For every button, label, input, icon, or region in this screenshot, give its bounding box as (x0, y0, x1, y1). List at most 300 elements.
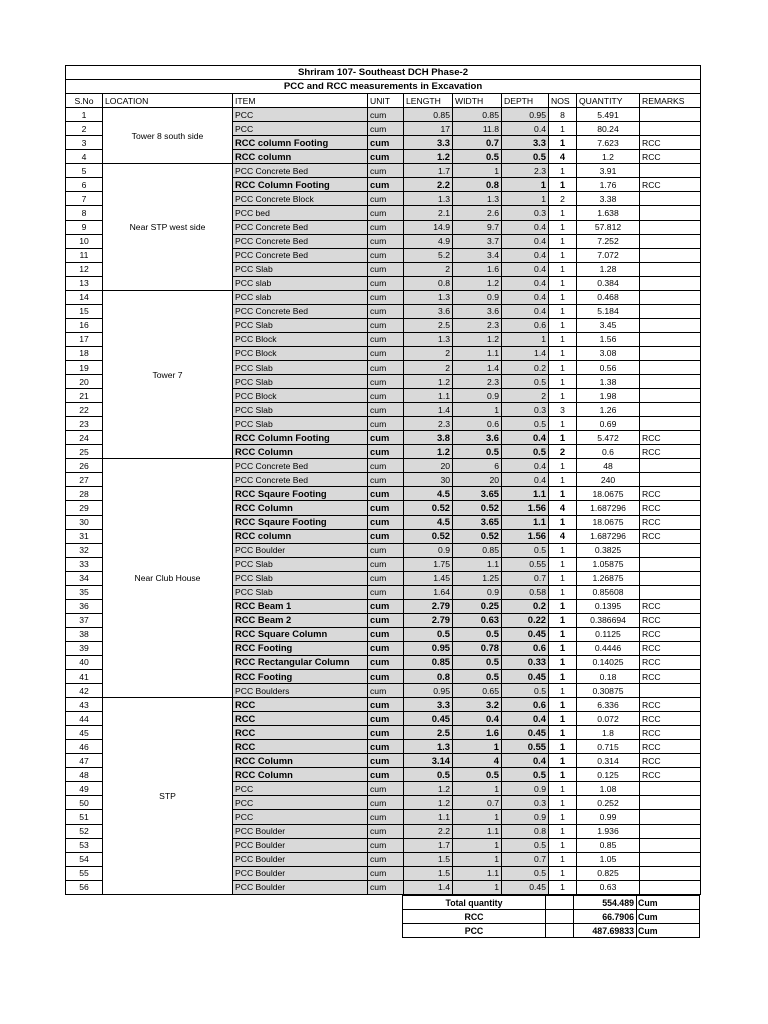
item-cell: PCC Slab (233, 360, 368, 374)
item-cell: PCC Concrete Bed (233, 164, 368, 178)
remarks-cell: RCC (640, 136, 701, 150)
remarks-cell (640, 838, 701, 852)
sno-cell: 25 (66, 445, 103, 459)
remarks-cell: RCC (640, 599, 701, 613)
remarks-cell (640, 220, 701, 234)
unit-cell: cum (368, 824, 404, 838)
nos-cell: 1 (549, 810, 577, 824)
length-cell: 1.5 (404, 852, 453, 866)
item-cell: RCC Footing (233, 641, 368, 655)
sno-cell: 54 (66, 852, 103, 866)
length-cell: 2.3 (404, 417, 453, 431)
remarks-cell (640, 290, 701, 304)
width-cell: 1.1 (453, 866, 502, 880)
item-cell: RCC Column (233, 445, 368, 459)
depth-cell: 0.4 (502, 234, 549, 248)
length-cell: 0.8 (404, 276, 453, 290)
item-cell: PCC (233, 122, 368, 136)
width-cell: 0.7 (453, 136, 502, 150)
quantity-cell: 1.98 (577, 389, 640, 403)
depth-cell: 0.6 (502, 318, 549, 332)
item-cell: RCC column (233, 529, 368, 543)
sno-cell: 39 (66, 641, 103, 655)
nos-cell: 1 (549, 726, 577, 740)
length-cell: 1.7 (404, 164, 453, 178)
sno-cell: 47 (66, 754, 103, 768)
remarks-cell (640, 276, 701, 290)
sno-cell: 10 (66, 234, 103, 248)
unit-cell: cum (368, 726, 404, 740)
unit-cell: cum (368, 627, 404, 641)
unit-cell: cum (368, 375, 404, 389)
unit-cell: cum (368, 543, 404, 557)
sno-cell: 27 (66, 473, 103, 487)
location-cell: Tower 7 (103, 290, 233, 459)
remarks-cell: RCC (640, 754, 701, 768)
depth-cell: 0.5 (502, 838, 549, 852)
unit-cell: cum (368, 262, 404, 276)
depth-cell: 0.6 (502, 698, 549, 712)
remarks-cell (640, 389, 701, 403)
item-cell: PCC Concrete Block (233, 192, 368, 206)
item-cell: RCC Beam 1 (233, 599, 368, 613)
width-cell: 2.3 (453, 375, 502, 389)
item-cell: PCC Slab (233, 318, 368, 332)
depth-cell: 0.4 (502, 220, 549, 234)
length-cell: 2 (404, 360, 453, 374)
length-cell: 20 (404, 459, 453, 473)
depth-cell: 2 (502, 389, 549, 403)
sno-cell: 31 (66, 529, 103, 543)
nos-cell: 4 (549, 501, 577, 515)
remarks-cell: RCC (640, 712, 701, 726)
length-cell: 2.2 (404, 178, 453, 192)
quantity-cell: 0.56 (577, 360, 640, 374)
item-cell: PCC Concrete Bed (233, 304, 368, 318)
item-cell: PCC Slab (233, 571, 368, 585)
depth-cell: 0.4 (502, 262, 549, 276)
nos-cell: 1 (549, 473, 577, 487)
unit-cell: cum (368, 796, 404, 810)
sno-cell: 36 (66, 599, 103, 613)
sno-cell: 35 (66, 585, 103, 599)
unit-cell: cum (368, 641, 404, 655)
depth-cell: 3.3 (502, 136, 549, 150)
item-cell: PCC Block (233, 332, 368, 346)
length-cell: 2.5 (404, 726, 453, 740)
unit-cell: cum (368, 585, 404, 599)
unit-cell: cum (368, 220, 404, 234)
depth-cell: 0.7 (502, 571, 549, 585)
unit-cell: cum (368, 782, 404, 796)
nos-cell: 2 (549, 192, 577, 206)
sno-cell: 43 (66, 698, 103, 712)
remarks-cell: RCC (640, 515, 701, 529)
sno-cell: 32 (66, 543, 103, 557)
nos-cell: 1 (549, 459, 577, 473)
sno-cell: 12 (66, 262, 103, 276)
sno-cell: 50 (66, 796, 103, 810)
remarks-cell (640, 866, 701, 880)
width-cell: 0.4 (453, 712, 502, 726)
quantity-cell: 1.936 (577, 824, 640, 838)
quantity-cell: 5.491 (577, 108, 640, 122)
depth-cell: 1.1 (502, 515, 549, 529)
nos-cell: 4 (549, 529, 577, 543)
width-cell: 1.2 (453, 332, 502, 346)
nos-cell: 1 (549, 375, 577, 389)
sno-cell: 55 (66, 866, 103, 880)
nos-cell: 1 (549, 346, 577, 360)
total-label: Total quantity (403, 896, 546, 910)
depth-cell: 0.4 (502, 276, 549, 290)
item-cell: PCC Slab (233, 417, 368, 431)
quantity-cell: 0.386694 (577, 613, 640, 627)
remarks-cell (640, 360, 701, 374)
sno-cell: 30 (66, 515, 103, 529)
quantity-cell: 3.08 (577, 346, 640, 360)
width-cell: 0.5 (453, 627, 502, 641)
depth-cell: 1.1 (502, 487, 549, 501)
width-cell: 0.52 (453, 529, 502, 543)
width-cell: 1 (453, 838, 502, 852)
width-cell: 1.4 (453, 360, 502, 374)
item-cell: PCC (233, 782, 368, 796)
sno-cell: 5 (66, 164, 103, 178)
depth-cell: 0.4 (502, 712, 549, 726)
length-cell: 1.2 (404, 375, 453, 389)
location-cell: Near STP west side (103, 164, 233, 290)
total-label: RCC (403, 910, 546, 924)
unit-cell: cum (368, 571, 404, 585)
sno-cell: 40 (66, 655, 103, 669)
depth-cell: 0.95 (502, 108, 549, 122)
length-cell: 17 (404, 122, 453, 136)
quantity-cell: 0.468 (577, 290, 640, 304)
depth-cell: 0.22 (502, 613, 549, 627)
width-cell: 0.85 (453, 108, 502, 122)
remarks-cell (640, 192, 701, 206)
item-cell: PCC Concrete Bed (233, 459, 368, 473)
width-cell: 2.6 (453, 206, 502, 220)
sno-cell: 20 (66, 375, 103, 389)
nos-cell: 1 (549, 360, 577, 374)
nos-cell: 1 (549, 206, 577, 220)
nos-cell: 1 (549, 880, 577, 894)
unit-cell: cum (368, 740, 404, 754)
length-cell: 1.5 (404, 866, 453, 880)
depth-cell: 0.3 (502, 206, 549, 220)
nos-cell: 1 (549, 431, 577, 445)
width-cell: 4 (453, 754, 502, 768)
length-cell: 2.5 (404, 318, 453, 332)
depth-cell: 2.3 (502, 164, 549, 178)
quantity-cell: 18.0675 (577, 515, 640, 529)
item-cell: RCC (233, 740, 368, 754)
quantity-cell: 3.45 (577, 318, 640, 332)
length-cell: 1.2 (404, 150, 453, 164)
unit-cell: cum (368, 360, 404, 374)
total-row (403, 896, 700, 910)
nos-cell: 1 (549, 599, 577, 613)
nos-cell: 1 (549, 164, 577, 178)
length-cell: 1.64 (404, 585, 453, 599)
width-cell: 0.65 (453, 684, 502, 698)
header-item: ITEM (233, 94, 368, 108)
width-cell: 1 (453, 740, 502, 754)
quantity-cell: 0.314 (577, 754, 640, 768)
item-cell: PCC Boulder (233, 852, 368, 866)
nos-cell: 1 (549, 740, 577, 754)
header-sno: S.No (66, 94, 103, 108)
depth-cell: 0.58 (502, 585, 549, 599)
remarks-cell: RCC (640, 613, 701, 627)
width-cell: 1 (453, 810, 502, 824)
nos-cell: 1 (549, 417, 577, 431)
nos-cell: 1 (549, 304, 577, 318)
sno-cell: 7 (66, 192, 103, 206)
nos-cell: 1 (549, 571, 577, 585)
length-cell: 1.1 (404, 389, 453, 403)
depth-cell: 0.4 (502, 304, 549, 318)
quantity-cell: 1.8 (577, 726, 640, 740)
sno-cell: 15 (66, 304, 103, 318)
nos-cell: 1 (549, 234, 577, 248)
depth-cell: 0.9 (502, 782, 549, 796)
depth-cell: 0.45 (502, 726, 549, 740)
total-spacer (546, 924, 574, 938)
item-cell: PCC Concrete Bed (233, 220, 368, 234)
quantity-cell: 1.08 (577, 782, 640, 796)
sno-cell: 44 (66, 712, 103, 726)
quantity-cell: 1.26 (577, 403, 640, 417)
unit-cell: cum (368, 684, 404, 698)
quantity-cell: 0.825 (577, 866, 640, 880)
depth-cell: 0.4 (502, 473, 549, 487)
width-cell: 3.65 (453, 515, 502, 529)
item-cell: PCC Boulder (233, 543, 368, 557)
depth-cell: 0.4 (502, 754, 549, 768)
header-row (66, 94, 701, 108)
length-cell: 0.8 (404, 670, 453, 684)
width-cell: 1.3 (453, 192, 502, 206)
depth-cell: 0.45 (502, 627, 549, 641)
unit-cell: cum (368, 304, 404, 318)
depth-cell: 0.5 (502, 150, 549, 164)
total-value: 487.69833 (574, 924, 637, 938)
width-cell: 0.5 (453, 445, 502, 459)
quantity-cell: 0.252 (577, 796, 640, 810)
length-cell: 4.9 (404, 234, 453, 248)
length-cell: 1.7 (404, 838, 453, 852)
length-cell: 0.85 (404, 655, 453, 669)
location-cell: Near Club House (103, 459, 233, 698)
width-cell: 3.6 (453, 431, 502, 445)
quantity-cell: 0.14025 (577, 655, 640, 669)
width-cell: 0.9 (453, 585, 502, 599)
nos-cell: 1 (549, 655, 577, 669)
length-cell: 1.75 (404, 557, 453, 571)
depth-cell: 0.55 (502, 740, 549, 754)
item-cell: RCC Sqaure Footing (233, 487, 368, 501)
width-cell: 0.7 (453, 796, 502, 810)
quantity-cell: 1.56 (577, 332, 640, 346)
unit-cell: cum (368, 459, 404, 473)
length-cell: 0.95 (404, 684, 453, 698)
item-cell: RCC Column Footing (233, 178, 368, 192)
length-cell: 14.9 (404, 220, 453, 234)
header-nos: NOS (549, 94, 577, 108)
item-cell: RCC column (233, 150, 368, 164)
nos-cell: 1 (549, 543, 577, 557)
unit-cell: cum (368, 838, 404, 852)
length-cell: 1.1 (404, 810, 453, 824)
remarks-cell: RCC (640, 445, 701, 459)
length-cell: 3.6 (404, 304, 453, 318)
quantity-cell: 5.184 (577, 304, 640, 318)
remarks-cell: RCC (640, 178, 701, 192)
item-cell: PCC slab (233, 276, 368, 290)
quantity-cell: 3.91 (577, 164, 640, 178)
remarks-cell: RCC (640, 529, 701, 543)
item-cell: PCC Boulders (233, 684, 368, 698)
remarks-cell (640, 304, 701, 318)
item-cell: PCC slab (233, 290, 368, 304)
nos-cell: 1 (549, 768, 577, 782)
table-row (66, 459, 701, 473)
unit-cell: cum (368, 332, 404, 346)
sno-cell: 48 (66, 768, 103, 782)
nos-cell: 8 (549, 108, 577, 122)
unit-cell: cum (368, 529, 404, 543)
unit-cell: cum (368, 501, 404, 515)
unit-cell: cum (368, 290, 404, 304)
depth-cell: 0.45 (502, 880, 549, 894)
depth-cell: 1.56 (502, 529, 549, 543)
length-cell: 0.52 (404, 529, 453, 543)
nos-cell: 1 (549, 248, 577, 262)
total-label: PCC (403, 924, 546, 938)
sno-cell: 56 (66, 880, 103, 894)
item-cell: RCC Column (233, 501, 368, 515)
table-row (66, 108, 701, 122)
width-cell: 0.9 (453, 389, 502, 403)
remarks-cell (640, 206, 701, 220)
depth-cell: 0.5 (502, 768, 549, 782)
quantity-cell: 0.69 (577, 417, 640, 431)
nos-cell: 1 (549, 515, 577, 529)
remarks-cell (640, 248, 701, 262)
sno-cell: 51 (66, 810, 103, 824)
quantity-cell: 0.125 (577, 768, 640, 782)
nos-cell: 4 (549, 150, 577, 164)
item-cell: RCC Column Footing (233, 431, 368, 445)
remarks-cell (640, 782, 701, 796)
nos-cell: 1 (549, 838, 577, 852)
nos-cell: 1 (549, 698, 577, 712)
item-cell: PCC Boulder (233, 838, 368, 852)
length-cell: 4.5 (404, 487, 453, 501)
remarks-cell (640, 459, 701, 473)
unit-cell: cum (368, 445, 404, 459)
width-cell: 0.78 (453, 641, 502, 655)
nos-cell: 1 (549, 487, 577, 501)
width-cell: 1 (453, 852, 502, 866)
unit-cell: cum (368, 192, 404, 206)
quantity-cell: 18.0675 (577, 487, 640, 501)
length-cell: 1.2 (404, 796, 453, 810)
length-cell: 30 (404, 473, 453, 487)
unit-cell: cum (368, 276, 404, 290)
sno-cell: 52 (66, 824, 103, 838)
item-cell: RCC Square Column (233, 627, 368, 641)
length-cell: 2.2 (404, 824, 453, 838)
length-cell: 2.1 (404, 206, 453, 220)
length-cell: 0.45 (404, 712, 453, 726)
table-row (66, 164, 701, 178)
length-cell: 3.3 (404, 136, 453, 150)
remarks-cell (640, 473, 701, 487)
unit-cell: cum (368, 150, 404, 164)
length-cell: 1.3 (404, 290, 453, 304)
quantity-cell: 1.28 (577, 262, 640, 276)
remarks-cell (640, 585, 701, 599)
total-spacer (546, 896, 574, 910)
length-cell: 1.2 (404, 445, 453, 459)
quantity-cell: 0.6 (577, 445, 640, 459)
length-cell: 0.85 (404, 108, 453, 122)
width-cell: 0.52 (453, 501, 502, 515)
sno-cell: 19 (66, 360, 103, 374)
unit-cell: cum (368, 487, 404, 501)
total-spacer (546, 910, 574, 924)
depth-cell: 0.4 (502, 248, 549, 262)
remarks-cell: RCC (640, 655, 701, 669)
sno-cell: 1 (66, 108, 103, 122)
remarks-cell: RCC (640, 698, 701, 712)
length-cell: 4.5 (404, 515, 453, 529)
width-cell: 1 (453, 164, 502, 178)
sno-cell: 16 (66, 318, 103, 332)
header-length: LENGTH (404, 94, 453, 108)
depth-cell: 1 (502, 178, 549, 192)
quantity-cell: 1.687296 (577, 529, 640, 543)
item-cell: PCC Slab (233, 585, 368, 599)
sno-cell: 38 (66, 627, 103, 641)
table-row (66, 290, 701, 304)
depth-cell: 0.45 (502, 670, 549, 684)
header-quantity: QUANTITY (577, 94, 640, 108)
item-cell: PCC Slab (233, 403, 368, 417)
nos-cell: 1 (549, 852, 577, 866)
sno-cell: 29 (66, 501, 103, 515)
sno-cell: 41 (66, 670, 103, 684)
quantity-cell: 0.85 (577, 838, 640, 852)
unit-cell: cum (368, 599, 404, 613)
nos-cell: 1 (549, 824, 577, 838)
length-cell: 2.79 (404, 599, 453, 613)
nos-cell: 1 (549, 389, 577, 403)
remarks-cell: RCC (640, 768, 701, 782)
total-unit: Cum (637, 924, 700, 938)
length-cell: 1.3 (404, 740, 453, 754)
remarks-cell (640, 543, 701, 557)
length-cell: 1.3 (404, 192, 453, 206)
sno-cell: 13 (66, 276, 103, 290)
width-cell: 3.6 (453, 304, 502, 318)
quantity-cell: 6.336 (577, 698, 640, 712)
remarks-cell (640, 375, 701, 389)
